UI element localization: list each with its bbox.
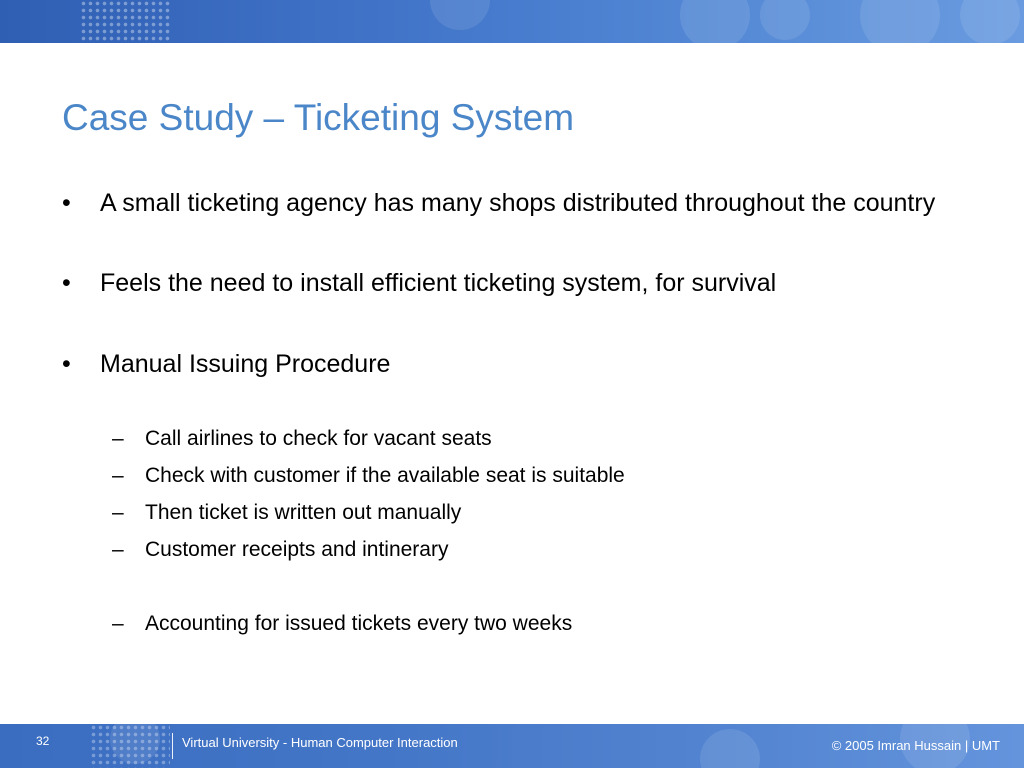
bubble-decoration xyxy=(700,729,760,768)
bullet-item xyxy=(62,266,982,300)
sub-bullet-item xyxy=(62,531,982,568)
bubble-decoration xyxy=(960,0,1020,43)
bubble-decoration xyxy=(760,0,810,40)
dash-marker: – xyxy=(112,427,124,450)
bullet-marker: • xyxy=(62,189,71,217)
bullet-marker: • xyxy=(62,269,71,297)
dash-marker: – xyxy=(112,501,124,524)
sub-bullet-text: Then ticket is written out manually xyxy=(145,501,462,524)
slide-title: Case Study – Ticketing System xyxy=(62,97,575,138)
sub-bullet-list xyxy=(62,420,982,642)
sub-bullet-text: Call airlines to check for vacant seats xyxy=(145,427,492,450)
bullet-item xyxy=(62,347,982,381)
sub-bullet-text: Customer receipts and intinerary xyxy=(145,538,449,561)
bullet-text: Feels the need to install efficient ticketing system, for survival xyxy=(100,269,777,297)
bubble-decoration xyxy=(430,0,490,30)
sub-bullet-item xyxy=(62,457,982,494)
sub-bullet-text: Accounting for issued tickets every two weeks xyxy=(145,612,573,635)
sub-bullet-item xyxy=(62,420,982,457)
bubble-decoration xyxy=(860,0,940,43)
bullet-text: A small ticketing agency has many shops distributed throughout the country xyxy=(100,189,936,217)
bubble-decoration xyxy=(680,0,750,43)
header-banner xyxy=(0,0,1024,43)
bullet-item xyxy=(62,186,982,220)
sub-bullet-text: Check with customer if the available seat is suitable xyxy=(145,464,625,487)
dash-marker: – xyxy=(112,538,124,561)
bullet-list xyxy=(62,186,982,381)
footer-divider xyxy=(172,733,173,759)
page-number: 32 xyxy=(36,734,50,748)
dot-pattern-decoration xyxy=(80,0,170,43)
bullet-text: Manual Issuing Procedure xyxy=(100,350,391,378)
dash-marker: – xyxy=(112,464,124,487)
footer-banner xyxy=(0,724,1024,768)
footer-copyright: © 2005 Imran Hussain | UMT xyxy=(831,738,1000,753)
footer-course-title: Virtual University - Human Computer Interaction xyxy=(182,735,458,750)
dash-marker: – xyxy=(112,612,124,635)
bullet-marker: • xyxy=(62,350,71,378)
sub-bullet-item xyxy=(62,605,982,642)
sub-bullet-item xyxy=(62,494,982,531)
